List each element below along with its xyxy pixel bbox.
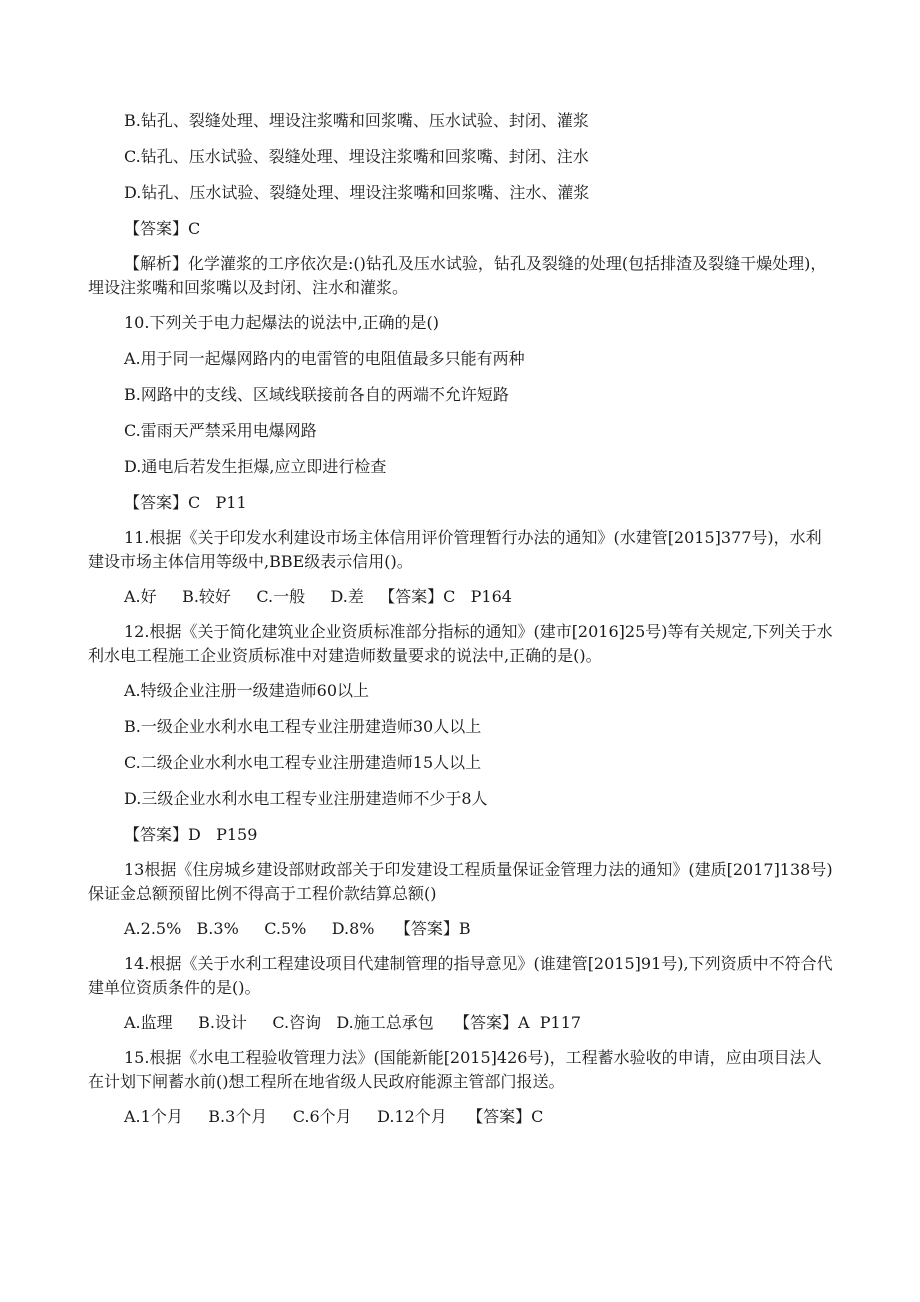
document-body [88, 108, 833, 1140]
question-15: 15.根据《水电工程验收管理力法》(国能新能[2015]426号)，工程蓄水验收的申请，应由项目法人在计划下闸蓄水前()想工程所在地省级人民政府能源主管部门报送。 [88, 1048, 822, 1091]
question-10: 10.下列关于电力起爆法的说法中,正确的是() [124, 313, 440, 332]
analysis-9: 【解析】化学灌浆的工序依次是:()钻孔及压水试验，钻孔及裂缝的处理(包括排渣及裂缝干燥处理)，埋设注浆嘴和回浆嘴以及封闭、注水和灌浆。 [88, 254, 827, 297]
option-10-b: B.网路中的支线、区域线联接前各自的两端不允许短路 [124, 385, 509, 404]
option-9-c: C.钻孔、压水试验、裂缝处理、埋设注浆嘴和回浆嘴、封闭、注水 [124, 147, 589, 166]
options-15: A.1个月 B.3个月 C.6个月 D.12个月 【答案】C [124, 1107, 544, 1126]
option-12-c: C.二级企业水利水电工程专业注册建造师15人以上 [124, 753, 482, 772]
options-13: A.2.5% B.3% C.5% D.8% 【答案】B [124, 919, 471, 938]
option-10-a: A.用于同一起爆网路内的电雷管的电阻值最多只能有两种 [124, 349, 525, 368]
question-13: 13根据《住房城乡建设部财政部关于印发建设工程质量保证金管理力法的通知》(建质[2017]138号)保证金总额预留比例不得高于工程价款结算总额() [88, 860, 833, 903]
option-10-c: C.雷雨天严禁采用电爆网路 [124, 421, 317, 440]
question-14: 14.根据《关于水利工程建设项目代建制管理的指导意见》(谁建管[2015]91号),下列资质中不符合代建单位资质条件的是()。 [88, 954, 833, 997]
option-12-d: D.三级企业水利水电工程专业注册建造师不少于8人 [124, 789, 488, 808]
option-10-d: D.通电后若发生拒爆,应立即进行检查 [124, 457, 387, 476]
options-14: A.监理 B.设计 C.咨询 D.施工总承包 【答案】A P117 [124, 1013, 582, 1032]
question-11: 11.根据《关于印发水利建设市场主体信用评价管理暂行办法的通知》(水建管[2015]377号)，水利建设市场主体信用等级中,BBE级表示信用()。 [88, 528, 822, 571]
option-9-b: B.钻孔、裂缝处理、埋设注浆嘴和回浆嘴、压水试验、封闭、灌浆 [124, 111, 589, 130]
options-11: A.好 B.较好 C.一般 D.差 【答案】C P164 [124, 587, 512, 606]
answer-10: 【答案】C P11 [124, 493, 247, 512]
question-12: 12.根据《关于简化建筑业企业资质标准部分指标的通知》(建市[2016]25号)等有关规定,下列关于水利水电工程施工企业资质标准中对建造师数量要求的说法中,正确的是()。 [88, 622, 833, 665]
answer-12: 【答案】D P159 [124, 825, 258, 844]
answer-9: 【答案】C [124, 219, 201, 238]
option-12-a: A.特级企业注册一级建造师60以上 [124, 681, 370, 700]
option-9-d: D.钻孔、压水试验、裂缝处理、埋设注浆嘴和回浆嘴、注水、灌浆 [124, 183, 590, 202]
option-12-b: B.一级企业水利水电工程专业注册建造师30人以上 [124, 717, 482, 736]
